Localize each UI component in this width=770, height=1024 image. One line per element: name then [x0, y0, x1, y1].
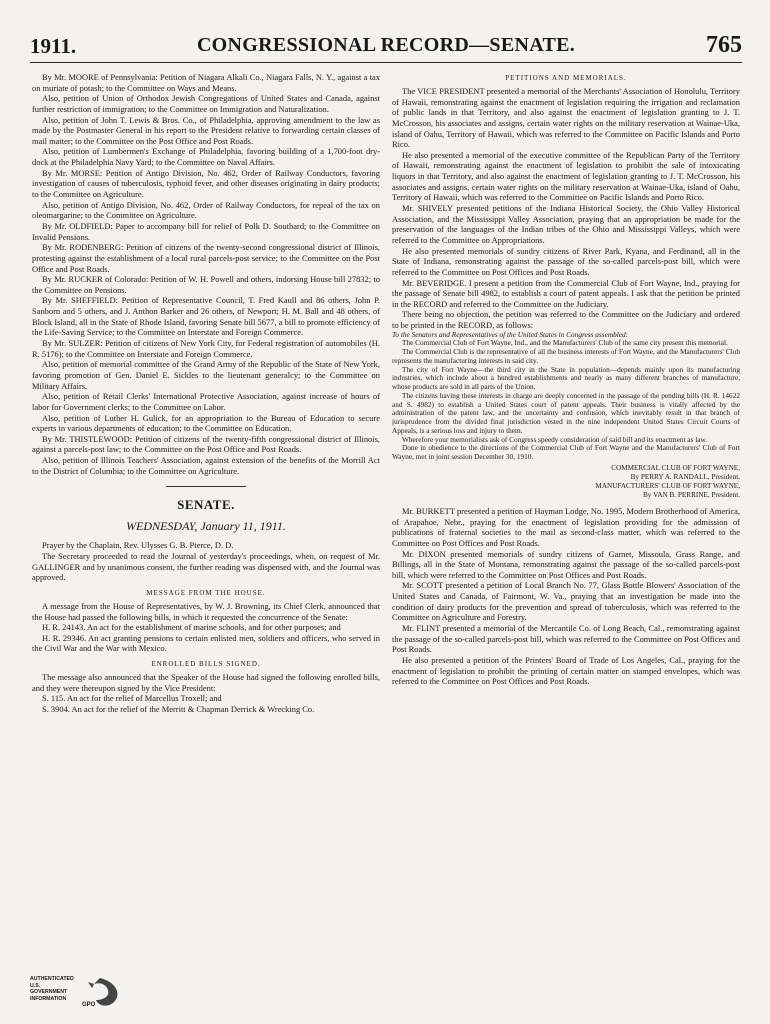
paragraph: Mr. DIXON presented memorials of sundry citizens of Garnet, Missoula, Grass Range, and Billings, all in the State of Montana, remonstrating against the passage of the so-called parcels-post bill, which were referred to the Committee on Post Offices and Post Roads. — [392, 548, 740, 580]
gpo-authentication-stamp — [30, 972, 150, 1016]
paragraph: By Mr. RUCKER of Colorado: Petition of W. H. Powell and others, indorsing House bill 27832; to the Committee on Pensions. — [32, 274, 380, 295]
memorial-paragraph: The city of Fort Wayne—the third city in the State in population—depends mainly upon its manufacturing industries, which include about a hundred establishments and nearly as many different branches of manufacture, whose products are sold in all parts of the Union. — [392, 364, 740, 392]
paragraph: S. 115. An act for the relief of Marcellus Troxell; and — [42, 693, 222, 704]
memorial-paragraph: The Commercial Club is the representative of all the business interests of Fort Wayne, and the Manufacturers' Club represents the manufacturing interests in said city. — [392, 347, 740, 365]
senate-heading: SENATE. — [177, 497, 235, 513]
right-column — [392, 72, 740, 952]
paragraph: There being no objection, the petition was referred to the Committee on the Judiciary and ordered to be printed in the RECORD, as follows: — [392, 309, 740, 331]
section-heading-petitions: PETITIONS AND MEMORIALS. — [505, 74, 627, 82]
paragraph: He also presented a memorial of the executive committee of the Republican Party of the Territory of Hawaii, remonstrating against the enactment of legislation to prohibit the sale of intoxicating liquors in that Territory, and also against the enactment of legislation granting to J. T. McCrosson, his associates and assigns, certain water rights on the military reservation at Wainae-Uka, island of Oahu, Territory of Hawaii, which was referred to the Committee on Pacific Islands and Porto Rico. — [392, 149, 740, 203]
paragraph: Mr. BURKETT presented a petition of Hayman Lodge, No. 1995, Modern Brotherhood of America, of Arapahoe, Nebr., praying for the enactment of legislation providing for the admission of publications of fraternal societies to the mail as second-class matter, which was referred to the Committee on Post Offices and Post Roads. — [392, 505, 740, 548]
paragraph: By Mr. SULZER: Petition of citizens of New York City, for Federal registration of automobiles (H. R. 5176); to the Committee on Interstate and Foreign Commerce. — [32, 338, 380, 359]
memorial-paragraph: The Commercial Club of Fort Wayne, Ind., and the Manufacturers' Club of the same city present this memorial. — [402, 338, 728, 348]
paragraph: The message also announced that the Speaker of the House had signed the following enrolled bills, and they were thereupon signed by the Vice President: — [32, 672, 380, 693]
paragraph: A message from the House of Representatives, by W. J. Browning, its Chief Clerk, announced that the House had passed the following bills, in which it requested the concurrence of the Senate: — [32, 600, 380, 622]
stamp-gpo: GPO — [82, 1002, 96, 1008]
memorial-addressee: To the Senators and Representatives of the United States in Congress assembled: — [392, 329, 629, 339]
paragraph: Mr. BEVERIDGE. I present a petition from the Commercial Club of Fort Wayne, Ind., praying for the passage of Senate bill 4982, to establish a court of patent appeals. I ask that the petition be printed in the RECORD and referred to the Committee on the Judiciary. — [392, 277, 740, 309]
paragraph: Also, petition of Luther H. Gulick, for an appropriation to the Bureau of Education to secure experts in various departments of education; to the Committee on Education. — [32, 412, 380, 434]
paragraph: H. R. 29346. An act granting pensions to certain enlisted men, soldiers and officers, who served in the Civil War and the War with Mexico. — [32, 632, 380, 654]
paragraph: By Mr. OLDFIELD: Paper to accompany bill for relief of Polk D. Southard; to the Committee on Invalid Pensions. — [32, 220, 380, 242]
paragraph: Also, petition of Lumbermen's Exchange of Philadelphia, favoring building of a 1,700-foot dry-dock at the Philadelphia Navy Yard; to the Committee on Naval Affairs. — [32, 146, 380, 168]
paragraph: Mr. SHIVELY presented petitions of the Indiana Historical Society, the Ohio Valley Historical Association, and the Mississippi Valley Association, praying that an appropriation be made for the preservation of the languages of the Indian tribes of the Ohio and Mississippi Valleys, which were referred to the Committee on Appropriations. — [392, 203, 740, 245]
header-title: CONGRESSIONAL RECORD—SENATE. — [196, 34, 576, 56]
paragraph: Mr. FLINT presented a memorial of the Mercantile Co. of Long Beach, Cal., remonstrating against the passage of the so-called parcels-post bill, which was referred to the Committee on Post Offices and Post Roads. — [392, 623, 740, 655]
paragraph: By Mr. RODENBERG: Petition of citizens of the twenty-second congressional district of Illinois, protesting against the establishment of a local rural parcels-post service; to the Committee on the Post Office and Post Roads. — [32, 242, 380, 274]
paragraph: Also, petition of Retail Clerks' International Protective Association, against increase of hours of labor for Government clerks; to the Committee on Labor. — [32, 391, 380, 412]
session-date: WEDNESDAY, January 11, 1911. — [126, 519, 286, 534]
stamp-text: AUTHENTICATED U.S. GOVERNMENT INFORMATION — [30, 976, 74, 1002]
memorial-paragraph: The citizens having these interests in charge are deeply concerned in the passage of the pending bills (H. R. 14622 and S. 4982) to establish a United States court of patent appeals. Their business is vitally affected by the administration of the patent law, and the uncertainty and confusion, which inevitably result in that branch of jurisprudence from the divided final jurisdiction vested in the nine independent United States Circuit Courts of Appeals, is a serious loss and injury to them. — [392, 390, 740, 435]
paragraph: The VICE PRESIDENT presented a memorial of the Merchants' Association of Honolulu, Territory of Hawaii, remonstrating against the enactment of legislation requiring the irrigation and reclamation of public lands in that Territory, and also against the enactment of legislation granting to J. T. McCrosson, his associates and assigns, certain water rights on the military reservation at Wainae-Uka, island of Oahu, Territory of Hawaii, which was referred to the Committee on Pacific Islands and Porto Rico. — [392, 86, 740, 150]
paragraph: By Mr. SHEFFIELD: Petition of Representative Council, T. Fred Kaull and 86 others, John P. Sanborn and 5 others, and J. Anthon Barker and 26 others, of Newport; H. M. Ball and 48 others, of Block Island, all in the State of Rhode Island, favoring Senate bill 5677, a bill to promote efficiency of the Life-Saving Service; to the Committee on Interstate and Foreign Commerce. — [32, 295, 380, 338]
paragraph: Also, petition of memorial committee of the Grand Army of the Republic of the State of New York, favoring promotion of Gen. Daniel E. Sickles to the lieutenant generalcy; to the Committee on Military Affairs. — [32, 359, 380, 391]
paragraph: Also, petition of Illinois Teachers' Association, against extension of the benefits of the Morrill Act to the District of Columbia; to the Committee on Agriculture. — [32, 455, 380, 476]
paragraph: Also, petition of Antigo Division, No. 462, Order of Railway Conductors, for repeal of the tax on oleomargarine; to the Committee on Agriculture. — [32, 199, 380, 221]
signature-line: MANUFACTURERS' CLUB OF FORT WAYNE, — [595, 481, 740, 490]
left-column — [32, 72, 380, 992]
section-rule — [166, 486, 246, 487]
memorial-signature — [392, 464, 740, 500]
section-heading-house-message: MESSAGE FROM THE HOUSE. — [146, 588, 266, 597]
paragraph: Also, petition of John T. Lewis & Bros. Co., of Philadelphia, approving amendment to the law as made by the Postmaster General in his report to the President relative to forwarding certain classes of mail matter; to the Committee on the Post Office and Post Roads. — [32, 114, 380, 146]
paragraph: Prayer by the Chaplain, Rev. Ulysses G. B. Pierce, D. D. — [42, 540, 234, 551]
paragraph: He also presented a petition of the Printers' Board of Trade of Los Angeles, Cal., praying for the enactment of legislation to prohibit the printing of certain matter on stamped envelopes, which was referred to the Committee on Post Offices and Post Roads. — [392, 654, 740, 687]
page-number: 765 — [706, 32, 742, 58]
signature-line: By PERRY A. RANDALL, President. — [630, 472, 740, 481]
paragraph: By Mr. MORSE: Petition of Antigo Division, No. 462, Order of Railway Conductors, favoring investigation of causes of tuberculosis, typhoid fever, and other diseases originating in dairy products; to the Committee on Agriculture. — [32, 167, 380, 200]
paragraph: He also presented memorials of sundry citizens of River Park, Kyana, and Ferdinand, all in the State of Indiana, remonstrating against the passage of the so-called parcels-post bill, which were referred to the Committee on Post Offices and Post Roads. — [392, 245, 740, 277]
paragraph: S. 3904. An act for the relief of the Merritt & Chapman Derrick & Wrecking Co. — [42, 704, 315, 715]
signature-line: By VAN B. PERRINE, President. — [643, 490, 740, 499]
page-header — [30, 34, 742, 63]
paragraph: Mr. SCOTT presented a petition of Local Branch No. 77, Glass Bottle Blowers' Association of the United States and Canada, of Fairmont, W. Va., praying that an investigation be made into the condition of dairy products for the prevention and spread of tuberculosis, which was referred to the Committee on Agriculture and Forestry. — [392, 580, 740, 623]
paragraph: H. R. 24143. An act for the establishment of marine schools, and for other purposes; and — [42, 622, 341, 633]
signature-line: COMMERCIAL CLUB OF FORT WAYNE, — [611, 463, 740, 472]
header-year: 1911. — [30, 34, 77, 58]
eagle-seal-icon — [30, 972, 150, 1016]
memorial-text — [392, 331, 740, 462]
paragraph: By Mr. THISTLEWOOD: Petition of citizens of the twenty-fifth congressional district of Illinois, against a parcels-post law; to the Committee on the Post Office and Post Roads. — [32, 433, 380, 455]
paragraph: By Mr. MOORE of Pennsylvania: Petition of Niagara Alkali Co., Niagara Falls, N. Y., against a tax on muriate of potash; to the Committee on Ways and Means. — [32, 72, 380, 93]
memorial-paragraph: Done in obedience to the directions of the Commercial Club of Fort Wayne and the Manufacturers' Club of Fort Wayne, met in joint session December 30, 1910. — [392, 443, 740, 462]
paragraph: Also, petition of Union of Orthodox Jewish Congregations of United States and Canada, against further restriction of immigration; to the Committee on Immigration and Naturalization. — [32, 93, 380, 114]
section-heading-enrolled-bills: ENROLLED BILLS SIGNED. — [151, 660, 261, 669]
memorial-paragraph: Wherefore your memorialists ask of Congress speedy consideration of said bill and its enactment as law. — [402, 434, 708, 444]
paragraph: The Secretary proceeded to read the Journal of yesterday's proceedings, when, on request of Mr. GALLINGER and by unanimous consent, the further reading was dispensed with, and the Journal was approved. — [32, 550, 380, 583]
